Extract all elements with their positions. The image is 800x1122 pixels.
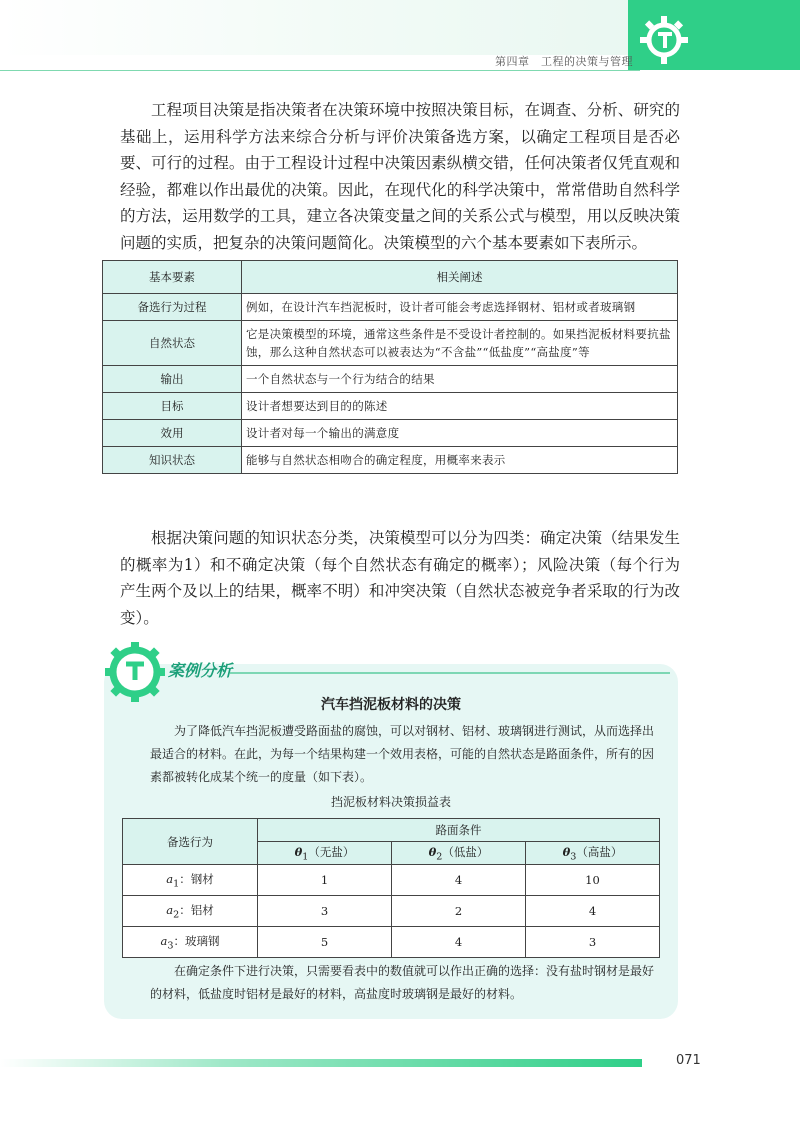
row-sub: 1 — [173, 878, 180, 890]
payoff-header-row — [123, 819, 660, 842]
table-cell: 4 — [526, 896, 660, 927]
column-sub: 1 — [302, 851, 309, 863]
row-text: ：玻璃钢 — [173, 933, 220, 948]
column-text: （高盐） — [576, 844, 623, 859]
table-row — [103, 447, 678, 474]
group-header: 路面条件 — [258, 819, 660, 842]
column-sub: 3 — [570, 851, 577, 863]
table-header-row — [103, 261, 678, 294]
element-description: 例如，在设计汽车挡泥板时，设计者可能会考虑选择钢材、铝材或者玻璃钢 — [242, 294, 678, 321]
element-description: 能够与自然状态相吻合的确定程度，用概率来表示 — [242, 447, 678, 474]
row-sub: 2 — [173, 909, 180, 921]
element-name: 输出 — [103, 366, 242, 393]
row-label — [123, 927, 258, 958]
page-number: 071 — [676, 1053, 701, 1068]
table-cell: 2 — [392, 896, 526, 927]
classification-paragraph: 根据决策问题的知识状态分类，决策模型可以分为四类：确定决策（结果发生的概率为1）和不确定决策（每个自然状态有确定的概率）；风险决策（每个行为产生两个及以上的结果，概率不明）和冲突决策（自然状态被竞争者采取的行为改变）。 — [120, 529, 680, 627]
column-symbol: θ — [562, 844, 571, 859]
chapter-title: 第四章 工程的决策与管理 — [495, 55, 633, 68]
decision-elements-table — [102, 260, 678, 474]
column-symbol: θ — [294, 844, 303, 859]
element-name: 自然状态 — [103, 321, 242, 366]
case-title: 汽车挡泥板材料的决策 — [321, 697, 461, 713]
column-symbol: θ — [428, 844, 437, 859]
case-conclusion: 在确定条件下进行决策，只需要看表中的数值就可以作出正确的选择：没有盐时钢材是最好的材料，低盐度时铝材是最好的材料，高盐度时玻璃钢是最好的材料。 — [150, 964, 655, 1001]
case-analysis-label: 案例分析 — [168, 661, 233, 680]
table-cell: 5 — [258, 927, 392, 958]
table-cell: 3 — [258, 896, 392, 927]
row-label — [123, 865, 258, 896]
table-row — [103, 294, 678, 321]
intro-paragraph: 工程项目决策是指决策者在决策环境中按照决策目标，在调查、分析、研究的基础上，运用科学方法来综合分析与评价决策备选方案，以确定工程项目是否必要、可行的过程。由于工程设计过程中决策因素纵横交错，任何决策者仅凭直观和经验，都难以作出最优的决策。因此，在现代化的科学决策中，常常借助自然科学的方法，运用数学的工具，建立各决策变量之间的关系公式与模型，用以反映决策问题的实质，把复杂的决策问题简化。决策模型的六个基本要素如下表所示。 — [120, 101, 680, 252]
row-header: 备选行为 — [123, 819, 258, 865]
table-cell: 1 — [258, 865, 392, 896]
table-row — [123, 896, 660, 927]
table-cell: 10 — [526, 865, 660, 896]
element-name: 效用 — [103, 420, 242, 447]
row-sub: 3 — [167, 940, 174, 952]
element-description: 设计者想要达到目的的陈述 — [242, 393, 678, 420]
table-row — [103, 321, 678, 366]
table-cell: 4 — [392, 927, 526, 958]
element-description: 它是决策模型的环境，通常这些条件是不受设计者控制的。如果挡泥板材料要抗盐蚀，那么这种自然状态可以被表达为“不含盐”“低盐度”“高盐度”等 — [242, 321, 678, 366]
table-cell: 3 — [526, 927, 660, 958]
element-name: 目标 — [103, 393, 242, 420]
header-element: 基本要素 — [103, 261, 242, 294]
gear-logo-icon — [638, 14, 690, 66]
column-text: （无盐） — [308, 844, 355, 859]
row-text: ：铝材 — [179, 902, 214, 917]
row-symbol: a — [166, 902, 174, 917]
payoff-table — [122, 818, 660, 958]
table-row — [103, 393, 678, 420]
element-name: 备选行为过程 — [103, 294, 242, 321]
column-sub: 2 — [436, 851, 443, 863]
element-name: 知识状态 — [103, 447, 242, 474]
table-row — [123, 865, 660, 896]
column-header — [258, 842, 392, 865]
case-intro-text: 为了降低汽车挡泥板遭受路面盐的腐蚀，可以对钢材、铝材、玻璃钢进行测试，从而选择出最适合的材料。在此，为每一个结果构建一个效用表格，可能的自然状态是路面条件，所有的因素都被转化成某个统一的度量（如下表）。 — [150, 724, 655, 784]
case-heading-rule — [230, 672, 670, 674]
element-description: 一个自然状态与一个行为结合的结果 — [242, 366, 678, 393]
table-caption: 挡泥板材料决策损益表 — [330, 795, 451, 809]
table-row — [103, 420, 678, 447]
row-symbol: a — [166, 871, 174, 886]
column-header — [392, 842, 526, 865]
table-cell: 4 — [392, 865, 526, 896]
row-text: ：钢材 — [179, 871, 214, 886]
element-description: 设计者对每一个输出的满意度 — [242, 420, 678, 447]
row-label — [123, 896, 258, 927]
column-header — [526, 842, 660, 865]
row-symbol: a — [160, 933, 168, 948]
footer-bar — [0, 1059, 642, 1067]
header-description: 相关阐述 — [242, 261, 678, 294]
table-row — [123, 927, 660, 958]
column-text: （低盐） — [442, 844, 489, 859]
header-rule — [0, 70, 640, 71]
table-row — [103, 366, 678, 393]
